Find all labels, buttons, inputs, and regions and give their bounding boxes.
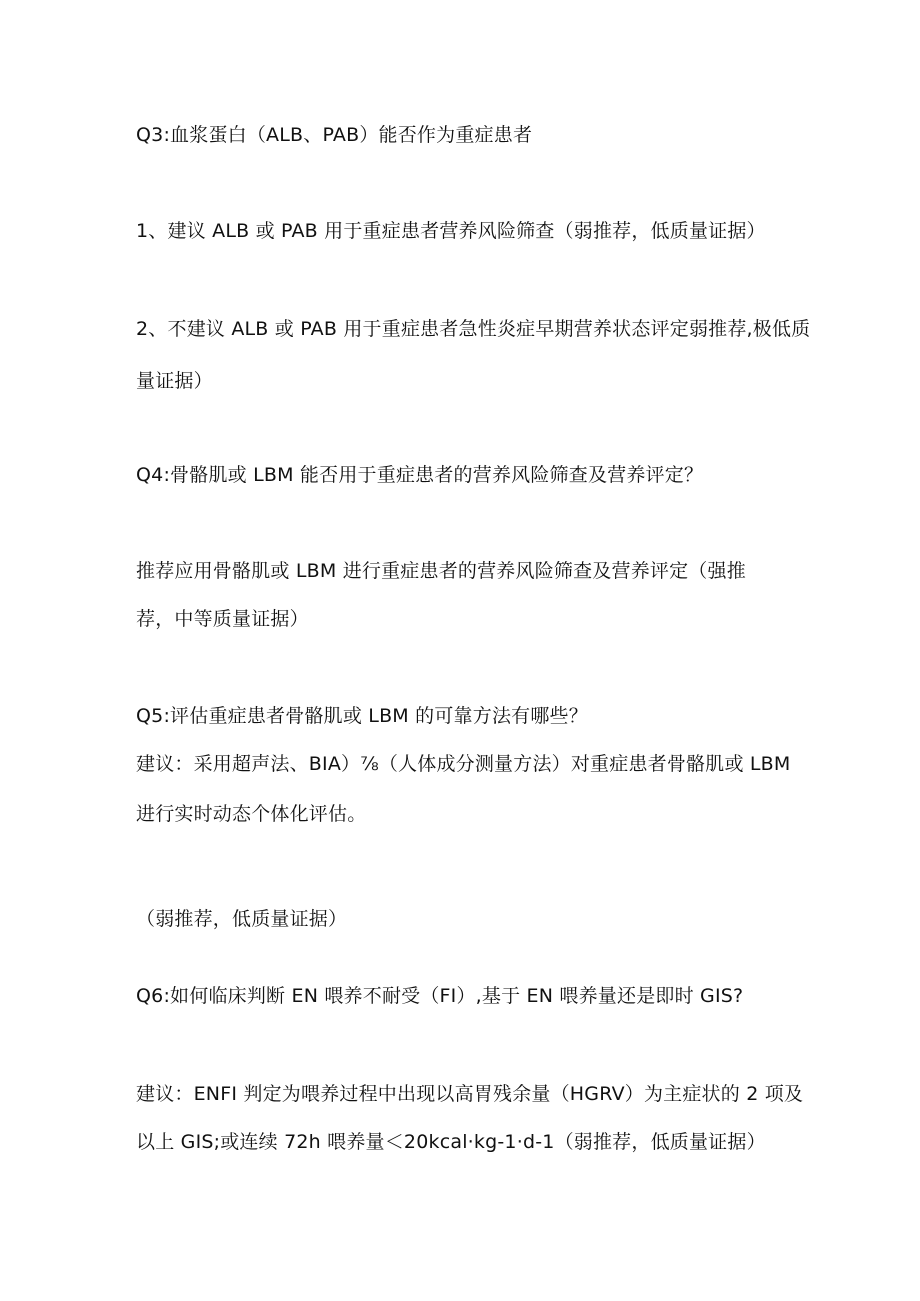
q4-recommendation-line-2: 荐，中等质量证据） [136,608,309,630]
q3-recommendation-2-line-2: 量证据） [136,370,213,392]
q5-recommendation-line-2: 进行实时动态个体化评估。 [136,803,367,825]
q5-recommendation-line-1: 建议：采用超声法、BIA）⅞（人体成分测量方法）对重症患者骨骼肌或 LBM [136,753,791,775]
q6-recommendation-line-2: 以上 GIS;或连续 72h 喂养量＜20kcal·kg-1·d-1（弱推荐，低质量证据） [136,1131,766,1153]
q4-recommendation-line-1: 推荐应用骨骼肌或 LBM 进行重症患者的营养风险筛查及营养评定（强推 [136,560,746,582]
q6-recommendation-line-1: 建议：ENFI 判定为喂养过程中出现以高胃残余量（HGRV）为主症状的 2 项及 [136,1083,804,1105]
q5-evidence-note: （弱推荐，低质量证据） [136,908,348,930]
q5-heading: Q5:评估重症患者骨骼肌或 LBM 的可靠方法有哪些？ [136,705,588,727]
q6-heading: Q6:如何临床判断 EN 喂养不耐受（FI）,基于 EN 喂养量还是即时 GIS? [136,985,744,1007]
q3-recommendation-1: 1、建议 ALB 或 PAB 用于重症患者营养风险筛查（弱推荐，低质量证据） [136,220,766,242]
q3-recommendation-2-line-1: 2、不建议 ALB 或 PAB 用于重症患者急性炎症早期营养状态评定弱推荐,极低质 [136,318,811,340]
q3-heading: Q3:血浆蛋白（ALB、PAB）能否作为重症患者 [136,124,533,146]
q4-heading: Q4:骨骼肌或 LBM 能否用于重症患者的营养风险筛查及营养评定？ [136,464,704,486]
